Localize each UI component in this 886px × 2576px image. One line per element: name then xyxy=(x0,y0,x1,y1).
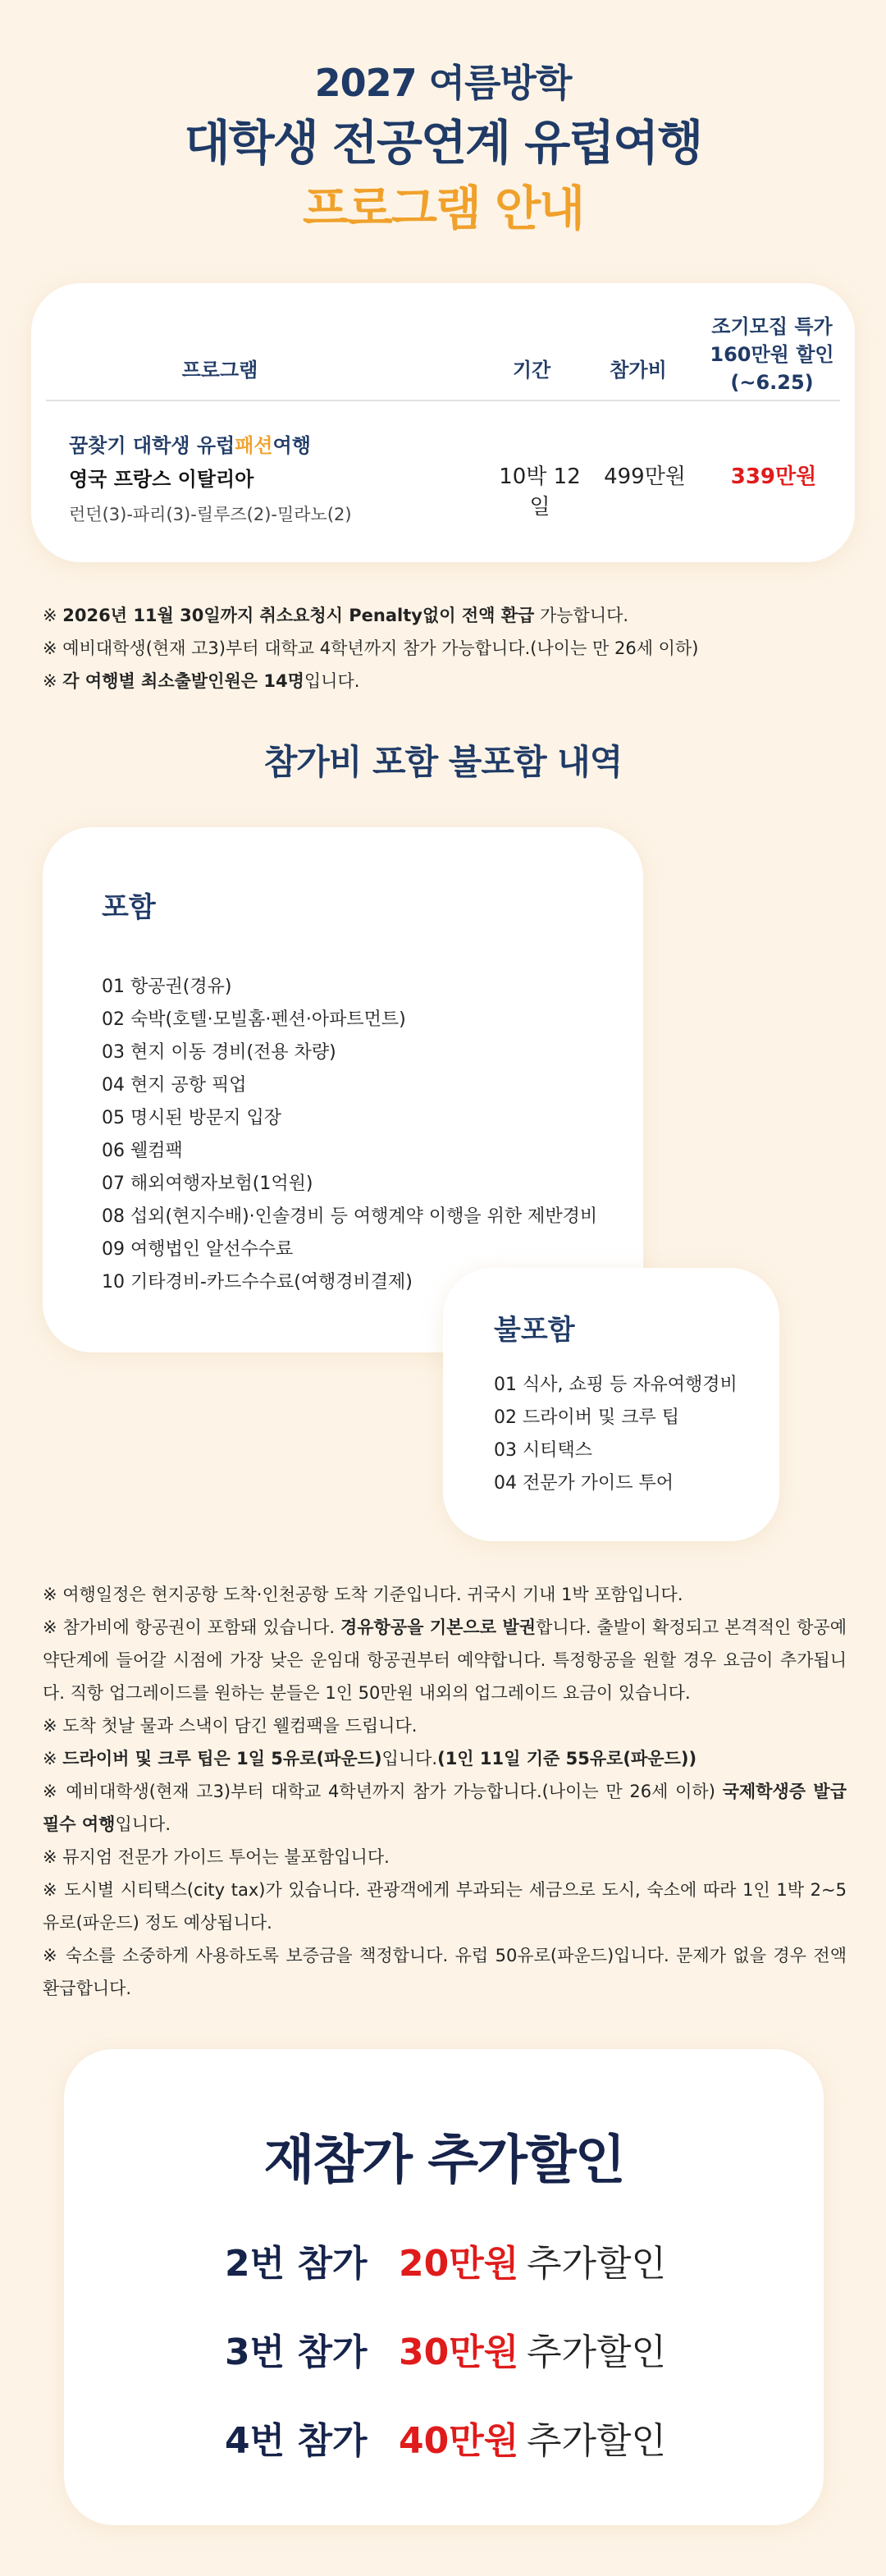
included-title: 포함 xyxy=(102,891,156,924)
section-title: 참가비 포함 불포함 내역 xyxy=(263,742,623,782)
header xyxy=(0,57,886,241)
header-season: 2027 여름방학 xyxy=(314,61,572,105)
rejoin-label: 추가할인 xyxy=(527,2331,667,2373)
header-subtitle: 프로그램 안내 xyxy=(302,181,584,236)
header-discount xyxy=(694,313,850,396)
list-item: 01 식사, 쇼핑 등 자유여행경비 xyxy=(494,1375,738,1395)
program-countries: 영국 프랑스 이탈리아 xyxy=(69,468,254,491)
header-discount-line1: 조기모집 특가 xyxy=(711,315,833,338)
note-mark: ※ xyxy=(43,638,63,658)
note-text: 합니다. 출발이 확정되고 본격적인 항공예약단계에 들어갈 시점에 가장 낮은 운임대 항공권부터 예약합니다. 특정항공을 원할 경우 요금이 추가됩니다. 직항 업그레이드를 원하는 분들은 1인 50만원 내외의 업그레이드 요금이 있습니다. xyxy=(43,1617,847,1703)
note-deposit: ※ 숙소를 소중하게 사용하도록 보증금을 책정합니다. 유럽 50유로(파운드)입니다. 문제가 없을 경우 전액 환급합니다. xyxy=(43,1946,847,1998)
header-title: 대학생 전공연계 유럽여행 xyxy=(184,115,702,171)
program-name-prefix: 꿈찾기 대학생 유럽 xyxy=(69,434,235,457)
program-discount-price: 339만원 xyxy=(730,464,817,489)
program-fee: 499만원 xyxy=(604,464,686,489)
excluded-card xyxy=(443,1268,779,1541)
program-table-header xyxy=(31,313,855,411)
note-refund xyxy=(43,599,855,632)
rejoin-row xyxy=(225,2322,733,2380)
note-bold: (1인 11일 기준 55유로(파운드)) xyxy=(437,1749,697,1768)
list-item: 10 기타경비-카드수수료(여행경비결제) xyxy=(102,1272,413,1293)
note-schedule: ※ 여행일정은 현지공항 도착·인천공항 도착 기준입니다. 귀국시 기내 1박 포함입니다. xyxy=(43,1585,683,1604)
note-museum-tour: ※ 뮤지엄 전문가 가이드 투어는 불포함입니다. xyxy=(43,1847,390,1867)
list-item: 07 해외여행자보험(1억원) xyxy=(102,1174,313,1194)
note-text: 가능합니다. xyxy=(534,606,629,625)
note-bold: 각 여행별 최소출발인원은 14명 xyxy=(62,671,304,691)
note-welcome-pack: ※ 도착 첫날 물과 스낵이 담긴 웰컴팩을 드립니다. xyxy=(43,1716,418,1736)
note-text: 입니다. xyxy=(304,671,360,691)
note-bold: 드라이버 및 크루 팁은 1일 5유로(파운드) xyxy=(62,1749,382,1768)
note-mark: ※ xyxy=(43,671,63,691)
header-program: 프로그램 xyxy=(181,359,258,382)
note-bold: 2026년 11월 30일까지 취소요청시 Penalty없이 전액 환급 xyxy=(62,606,535,625)
note-eligibility xyxy=(43,632,855,665)
rejoin-count: 3번 참가 xyxy=(225,2331,368,2373)
program-name-suffix: 여행 xyxy=(272,434,311,457)
excluded-title: 불포함 xyxy=(494,1314,575,1347)
list-item: 01 항공권(경유) xyxy=(102,977,232,997)
list-item: 06 웰컴팩 xyxy=(102,1141,183,1161)
rejoin-count: 4번 참가 xyxy=(225,2420,368,2462)
program-duration: 10박 12일 xyxy=(499,464,581,519)
program-table-card xyxy=(31,283,855,562)
note-text: 입니다. xyxy=(115,1814,171,1834)
table-divider xyxy=(46,400,840,401)
program-name xyxy=(69,429,352,462)
rejoin-amount: 40만원 xyxy=(399,2420,519,2462)
rejoin-row xyxy=(225,2411,733,2468)
list-item: 09 여행법인 알선수수료 xyxy=(102,1239,294,1260)
list-item: 02 드라이버 및 크루 팁 xyxy=(494,1407,679,1428)
excluded-list xyxy=(494,1369,738,1500)
header-duration: 기간 xyxy=(512,359,551,382)
list-item: 03 현지 이동 경비(전용 차량) xyxy=(102,1042,336,1063)
note-bold: 경유항공을 기본으로 발권 xyxy=(340,1617,537,1637)
header-discount-line2: 160만원 할인 xyxy=(710,343,834,366)
rejoin-row xyxy=(225,2234,733,2291)
note-text: ※ 예비대학생(현재 고3)부터 대학교 4학년까지 참가 가능합니다.(나이는 만 26세 이하) xyxy=(43,1782,723,1801)
list-item: 02 숙박(호텔·모빌홈·펜션·아파트먼트) xyxy=(102,1009,406,1030)
note-bold: 국제학생증 발급 필수 여행 xyxy=(43,1782,847,1834)
note-text: 예비대학생(현재 고3)부터 대학교 4학년까지 참가 가능합니다.(나이는 만 26세 이하) xyxy=(62,638,699,658)
header-fee: 참가비 xyxy=(610,359,667,382)
list-item: 04 현지 공항 픽업 xyxy=(102,1075,247,1096)
note-tips xyxy=(43,1742,847,1775)
program-name-highlight: 패션 xyxy=(235,434,273,457)
notes-top xyxy=(43,599,855,698)
note-mark: ※ xyxy=(43,1749,63,1768)
notes-bottom xyxy=(43,1578,847,2005)
rejoin-label: 추가할인 xyxy=(527,2420,667,2462)
program-name-cell xyxy=(69,429,352,533)
note-min-participants xyxy=(43,665,855,698)
list-item: 08 섭외(현지수배)·인솔경비 등 여행계약 이행을 위한 제반경비 xyxy=(102,1206,598,1227)
rejoin-count: 2번 참가 xyxy=(225,2243,368,2285)
note-text: ※ 참가비에 항공권이 포함돼 있습니다. xyxy=(43,1617,340,1637)
list-item: 03 시티택스 xyxy=(494,1440,592,1461)
rejoin-label: 추가할인 xyxy=(527,2243,667,2285)
included-list xyxy=(102,971,597,1299)
note-mark: ※ xyxy=(43,606,63,625)
list-item: 05 명시된 방문지 입장 xyxy=(102,1108,281,1128)
rejoin-title: 재참가 추가할인 xyxy=(263,2130,624,2191)
list-item: 04 전문가 가이드 투어 xyxy=(494,1473,674,1494)
note-text: 입니다. xyxy=(381,1749,438,1768)
program-route: 런던(3)-파리(3)-릴루즈(2)-밀라노(2) xyxy=(69,505,352,524)
note-student-id xyxy=(43,1775,847,1841)
note-city-tax: ※ 도시별 시티택스(city tax)가 있습니다. 관광객에게 부과되는 세금으로 도시, 숙소에 따라 1인 1박 2~5유로(파운드) 정도 예상됩니다. xyxy=(43,1880,847,1933)
rejoin-discount-card xyxy=(64,2049,824,2525)
rejoin-amount: 20만원 xyxy=(399,2243,519,2285)
note-airfare xyxy=(43,1611,847,1709)
header-discount-period: (~6.25) xyxy=(730,371,814,394)
rejoin-amount: 30만원 xyxy=(399,2331,519,2373)
